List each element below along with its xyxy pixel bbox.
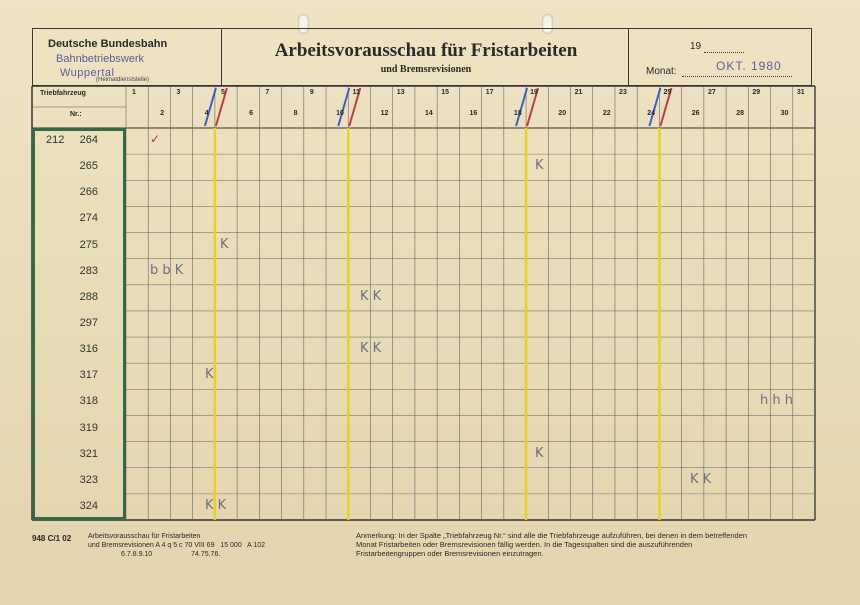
vehicle-number: 266 [79,186,98,199]
day-number-odd: 19 [530,89,538,96]
day-number-even: 28 [736,110,744,117]
day-number-odd: 3 [176,89,181,96]
org-name: Deutsche Bundesbahn [48,38,168,50]
day-number-odd: 1 [132,89,136,96]
day-number-even: 18 [513,110,522,117]
handwritten-mark: K K [360,341,382,357]
vehicle-number: 319 [79,421,98,434]
form-code: 948 C/1 02 [32,534,72,543]
vehicle-number: 323 [79,473,98,486]
vehicle-number: 318 [79,395,98,408]
day-number-even: 12 [380,110,389,117]
handwritten-mark: K [535,445,544,461]
day-number-even: 26 [691,110,700,117]
day-number-odd: 5 [220,89,225,96]
month-label: Monat: [646,66,677,77]
day-number-odd: 17 [485,89,494,96]
day-number-odd: 23 [619,89,627,96]
vehicle-number: 317 [79,369,98,382]
day-number-even: 6 [249,110,254,117]
day-number-odd: 11 [352,89,360,96]
vehicle-number: 265 [79,160,98,173]
depot-stamp-line1: Bahnbetriebswerk [56,53,145,65]
vehicle-number: 324 [79,499,98,512]
handwritten-mark: K [205,367,214,383]
handwritten-mark: b b K [150,262,184,278]
day-number-even: 22 [602,110,611,117]
handwritten-mark: K [220,236,229,252]
day-number-even: 10 [336,110,344,117]
vehicle-number: 297 [79,317,98,329]
day-number-even: 2 [160,110,165,117]
vehicle-number: 264 [79,134,98,147]
vehicle-number: 275 [79,238,98,251]
day-number-odd: 13 [396,89,405,96]
form-title: Arbeitsvorausschau für Fristarbeiten [274,40,578,61]
handwritten-mark: K K [205,497,227,513]
day-number-odd: 7 [265,89,270,96]
vehicle-number: 316 [79,343,98,356]
vehicle-number: 274 [79,212,98,225]
day-number-odd: 21 [574,89,583,96]
handwritten-mark: K K [360,288,382,304]
day-number-even: 8 [293,110,298,117]
handwritten-mark: K K [690,471,712,487]
handwritten-mark: ✓ [150,132,161,147]
day-number-even: 16 [469,110,478,117]
month-value: OKT. 1980 [716,59,782,73]
day-number-odd: 9 [309,89,314,96]
handwritten-mark: h h h [760,393,793,409]
day-number-odd: 31 [796,89,805,96]
depot-stamp-caption: (Heimatdienststelle) [96,77,150,83]
vehicle-column-label: Triebfahrzeug [40,90,86,97]
form-print-info: Arbeitsvorausschau für Fristarbeiten und Bremsrevisionen A 4 q 5 c 70 VIII 69 15 000 A 102 6.7.8.9.10 74.75.76. [88,533,266,558]
day-number-odd: 27 [707,89,716,96]
day-number-even: 24 [647,110,656,117]
vehicle-nr-label: Nr.: [70,111,82,118]
day-number-even: 14 [425,110,433,117]
day-number-even: 4 [204,110,209,117]
day-number-odd: 15 [441,89,450,96]
year-label: 19 [690,41,702,52]
depot-stamp-line2: Wuppertal [60,67,115,79]
day-number-even: 30 [780,110,789,117]
day-number-even: 20 [558,110,567,117]
form-note: Anmerkung: In der Spalte „Triebfahrzeug Nr.“ sind alle die Triebfahrzeuge aufzuführen, bei denen in dem betreffenden Monat Fristarbeiten oder Bremsrevisionen fällig werden. In die Tagesspalten sind die auszuführenden Fristarbeitengruppen oder Bremsrevisionen einzutragen. [356,531,748,558]
form-subtitle: und Bremsrevisionen [380,64,472,75]
handwritten-mark: K [535,158,544,174]
vehicle-number: 288 [79,290,98,303]
vehicle-number: 321 [79,447,98,460]
vehicle-class-prefix: 212 [46,134,65,147]
day-number-odd: 25 [663,89,672,96]
vehicle-number: 283 [79,264,98,277]
day-number-odd: 29 [752,89,761,96]
